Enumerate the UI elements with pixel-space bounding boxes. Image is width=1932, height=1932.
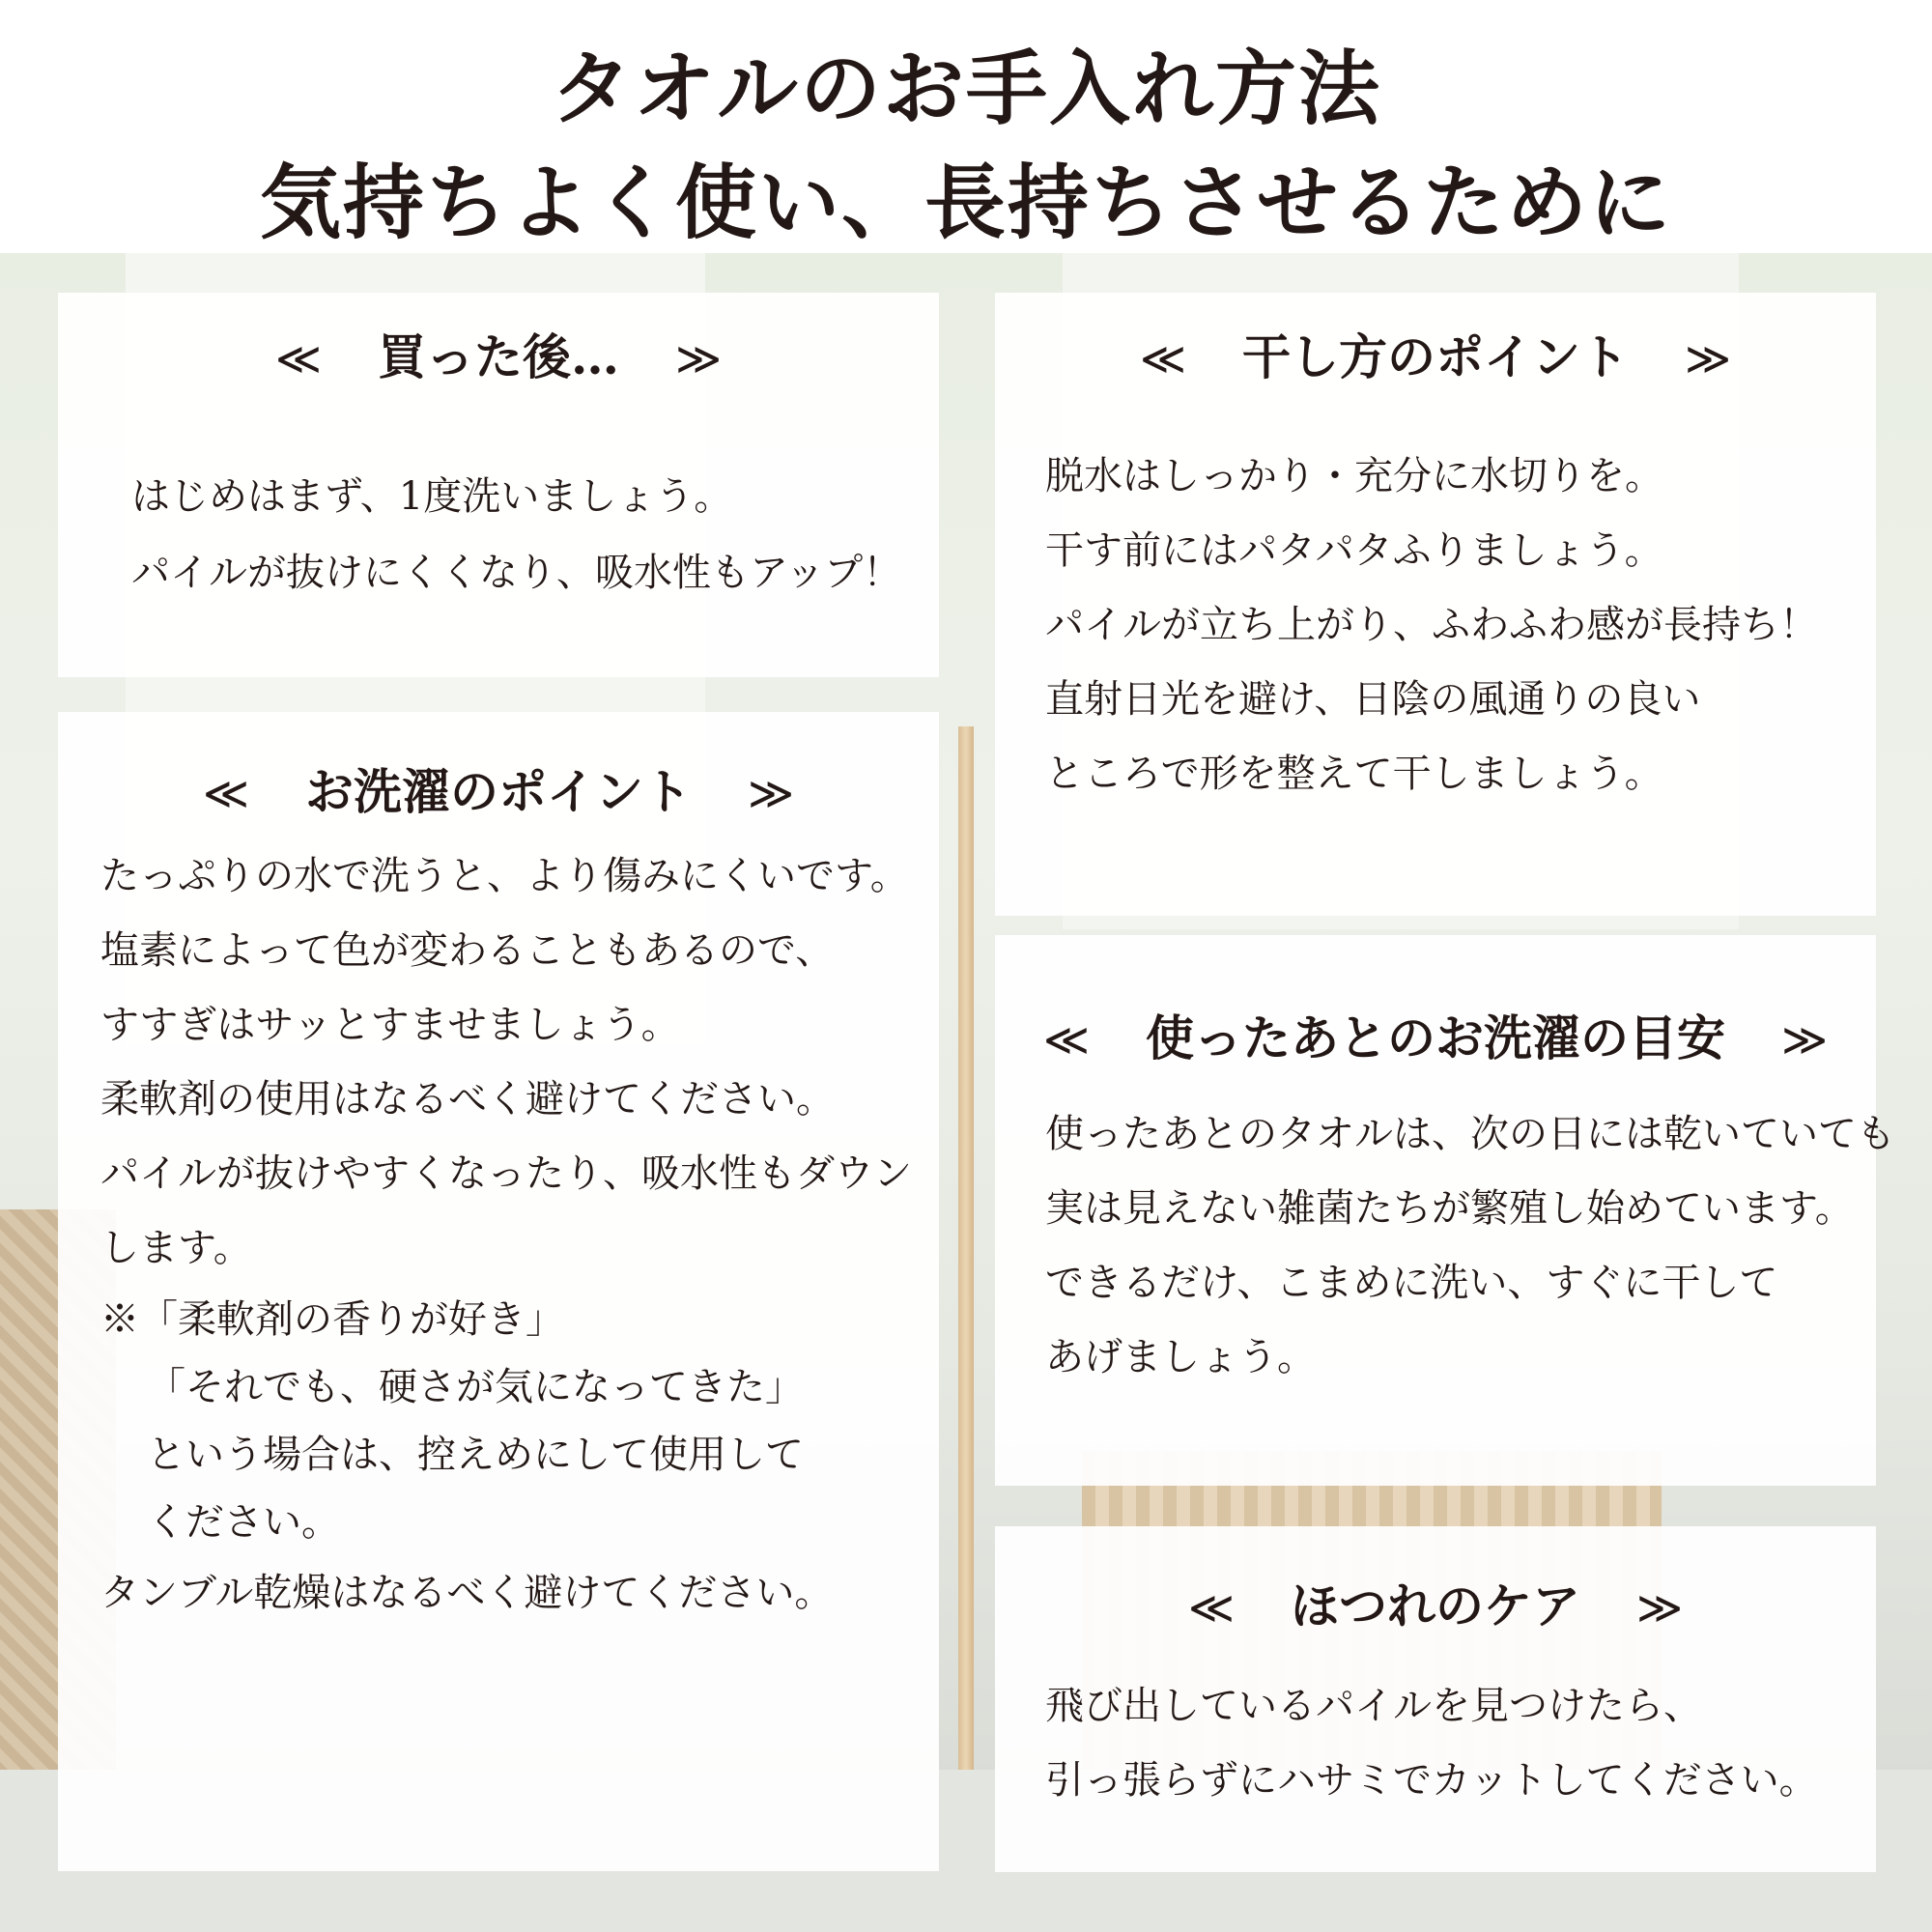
card-title-washing-points [58,763,939,820]
card-washing-guideline [995,935,1895,1486]
note-line: ください。 [147,1500,340,1545]
card-washing-points [58,712,939,1871]
card-title-text: 使ったあとのお洗濯の目安 [1146,1009,1725,1066]
card-title-text: お洗濯のポイント [305,763,692,820]
left-ornament: ≪ [1042,1013,1090,1065]
left-ornament: ≪ [1139,332,1186,384]
card-body-fraying-care [1045,1669,1818,1818]
card-title-text: 買った後… [378,328,619,385]
body-line: 柔軟剤の使用はなるべく避けてください。 [100,1077,835,1122]
body-line: 脱水はしっかり・充分に水切りを。 [1045,454,1663,498]
left-ornament: ≪ [1187,1581,1235,1634]
card-body-drying-points [1045,440,1818,811]
card-after-purchase [58,293,939,677]
right-ornament: ≫ [748,767,795,819]
page-subtitle: 気持ちよく使い、長持ちさせるために [259,155,1672,250]
card-title-text: ほつれのケア [1291,1577,1580,1634]
body-line: はじめはまず、1度洗いましょう。 [131,474,733,519]
card-title-fraying-care [995,1577,1876,1634]
body-line: タンブル乾燥はなるべく避けてください。 [100,1571,834,1615]
card-title-drying-points [995,328,1876,385]
body-line: たっぷりの水で洗うと、より傷みにくいです。 [100,854,909,898]
page-title: タオルのお手入れ方法 [550,41,1381,136]
right-ornament: ≫ [1636,1581,1684,1634]
right-ornament: ≫ [675,332,723,384]
body-line: パイルが立ち上がり、ふわふわ感が長持ち！ [1045,603,1818,647]
card-title-text: 干し方のポイント [1242,328,1629,385]
note-line: ※「柔軟剤の香りが好き」 [100,1297,564,1342]
body-line: 引っ張らずにハサミでカットしてください。 [1045,1758,1818,1803]
body-line: 飛び出しているパイルを見つけたら、 [1045,1684,1702,1728]
card-title-washing-guideline [995,1009,1876,1066]
right-ornament: ≫ [1685,332,1732,384]
note-line: 「それでも、硬さが気になってきた」 [147,1365,804,1409]
body-line: パイルが抜けにくくなり、吸水性もアップ！ [131,551,902,595]
body-line: すすぎはサッとすませましょう。 [100,1003,680,1047]
card-drying-points [995,293,1876,916]
note-line: という場合は、控えめにして使用して [147,1433,804,1477]
body-line: 干す前にはパタパタふりましょう。 [1045,528,1663,573]
background-wooden-pole [958,726,974,1770]
card-body-washing-points [100,839,912,1631]
body-line: 使ったあとのタオルは、次の日には乾いていても [1045,1112,1895,1156]
card-title-after-purchase [58,328,939,385]
body-line: 実は見えない雑菌たちが繁殖し始めています。 [1045,1186,1854,1231]
body-line: ところで形を整えて干しましょう。 [1045,752,1663,796]
left-ornament: ≪ [202,767,249,819]
body-line: 直射日光を避け、日陰の風通りの良い [1045,677,1701,722]
card-body-washing-guideline [1045,1097,1895,1395]
body-line: 塩素によって色が変わることもあるので、 [100,928,835,973]
right-ornament: ≫ [1781,1013,1829,1065]
page-header [0,0,1932,253]
left-ornament: ≪ [274,332,322,384]
body-line: あげましょう。 [1045,1335,1316,1379]
card-body-after-purchase [131,459,901,611]
card-fraying-care [995,1526,1876,1872]
body-line: できるだけ、こまめに洗い、すぐに干して [1045,1261,1778,1305]
body-line: パイルが抜けやすくなったり、吸水性もダウン [100,1151,912,1196]
body-line: します。 [100,1226,252,1270]
